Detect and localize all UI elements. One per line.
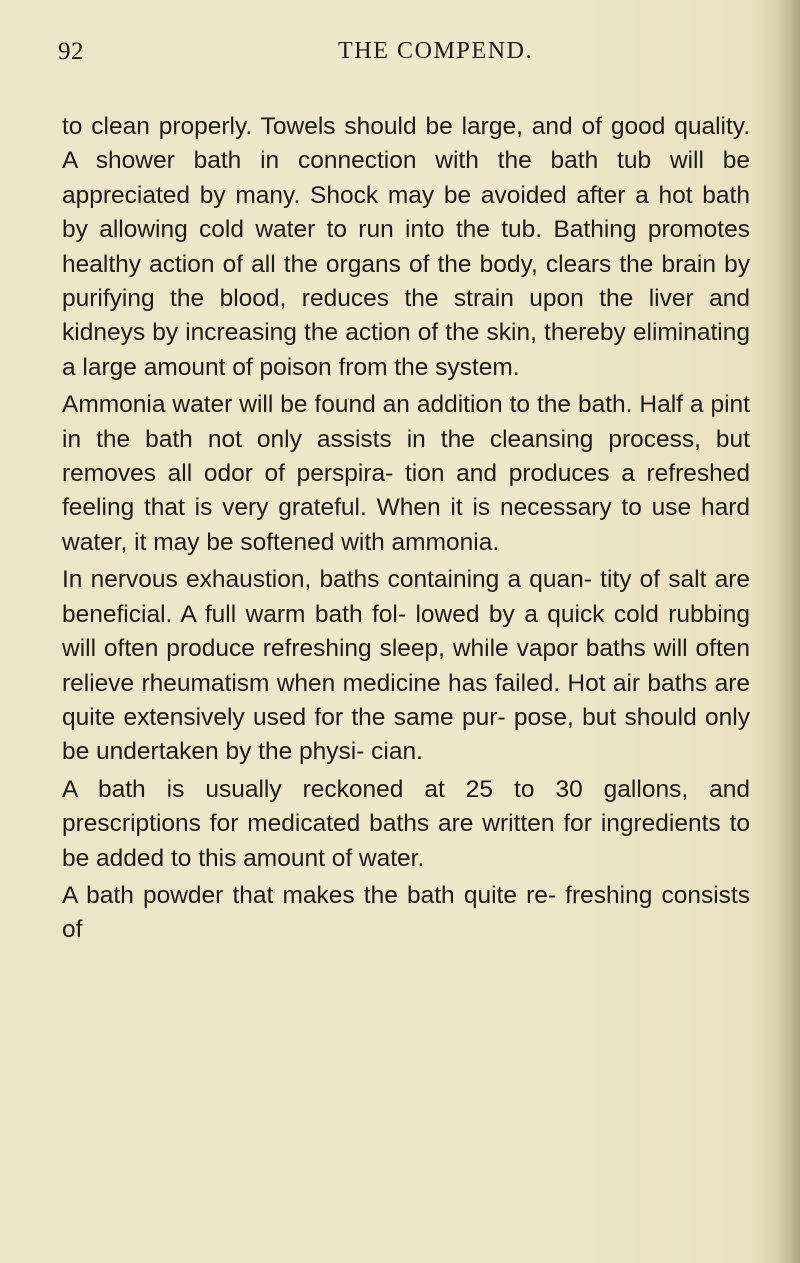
page-header [58, 38, 768, 78]
page-number: 92 [58, 38, 84, 65]
running-head: THE COMPEND. [338, 38, 534, 64]
paragraph-5: A bath powder that makes the bath quite re- freshing consists of [62, 881, 750, 944]
paragraph-2: Ammonia water will be found an addition to the bath. Half a pint in the bath not only assists in the cleansing process, but removes all odor of perspira- tion and produces a refreshed feeling that is very grateful. When it is necessary to use hard water, it may be softened with ammonia. [62, 391, 750, 556]
paragraph-4: A bath is usually reckoned at 25 to 30 gallons, and prescriptions for medicated baths are written for ingredients to be added to this amount of water. [62, 775, 750, 872]
page-edge-shadow [778, 0, 800, 1263]
paragraph-1: to clean properly. Towels should be large, and of good quality. A shower bath in connection with the bath tub will be appreciated by many. Shock may be avoided after a hot bath by allowing cold water to run into the tub. Bathing promotes healthy action of all the organs of the body, clears the brain by purifying the blood, reduces the strain upon the liver and kidneys by increasing the action of the skin, thereby eliminating a large amount of poison from the system. [62, 113, 750, 381]
body-text [62, 110, 750, 948]
paragraph-3: In nervous exhaustion, baths containing a quan- tity of salt are beneficial. A full warm bath fol- lowed by a quick cold rubbing will often produce refreshing sleep, while vapor baths will often relieve rheumatism when medicine has failed. Hot air baths are quite extensively used for the same pur- pose, but should only be undertaken by the physi- cian. [62, 566, 750, 766]
